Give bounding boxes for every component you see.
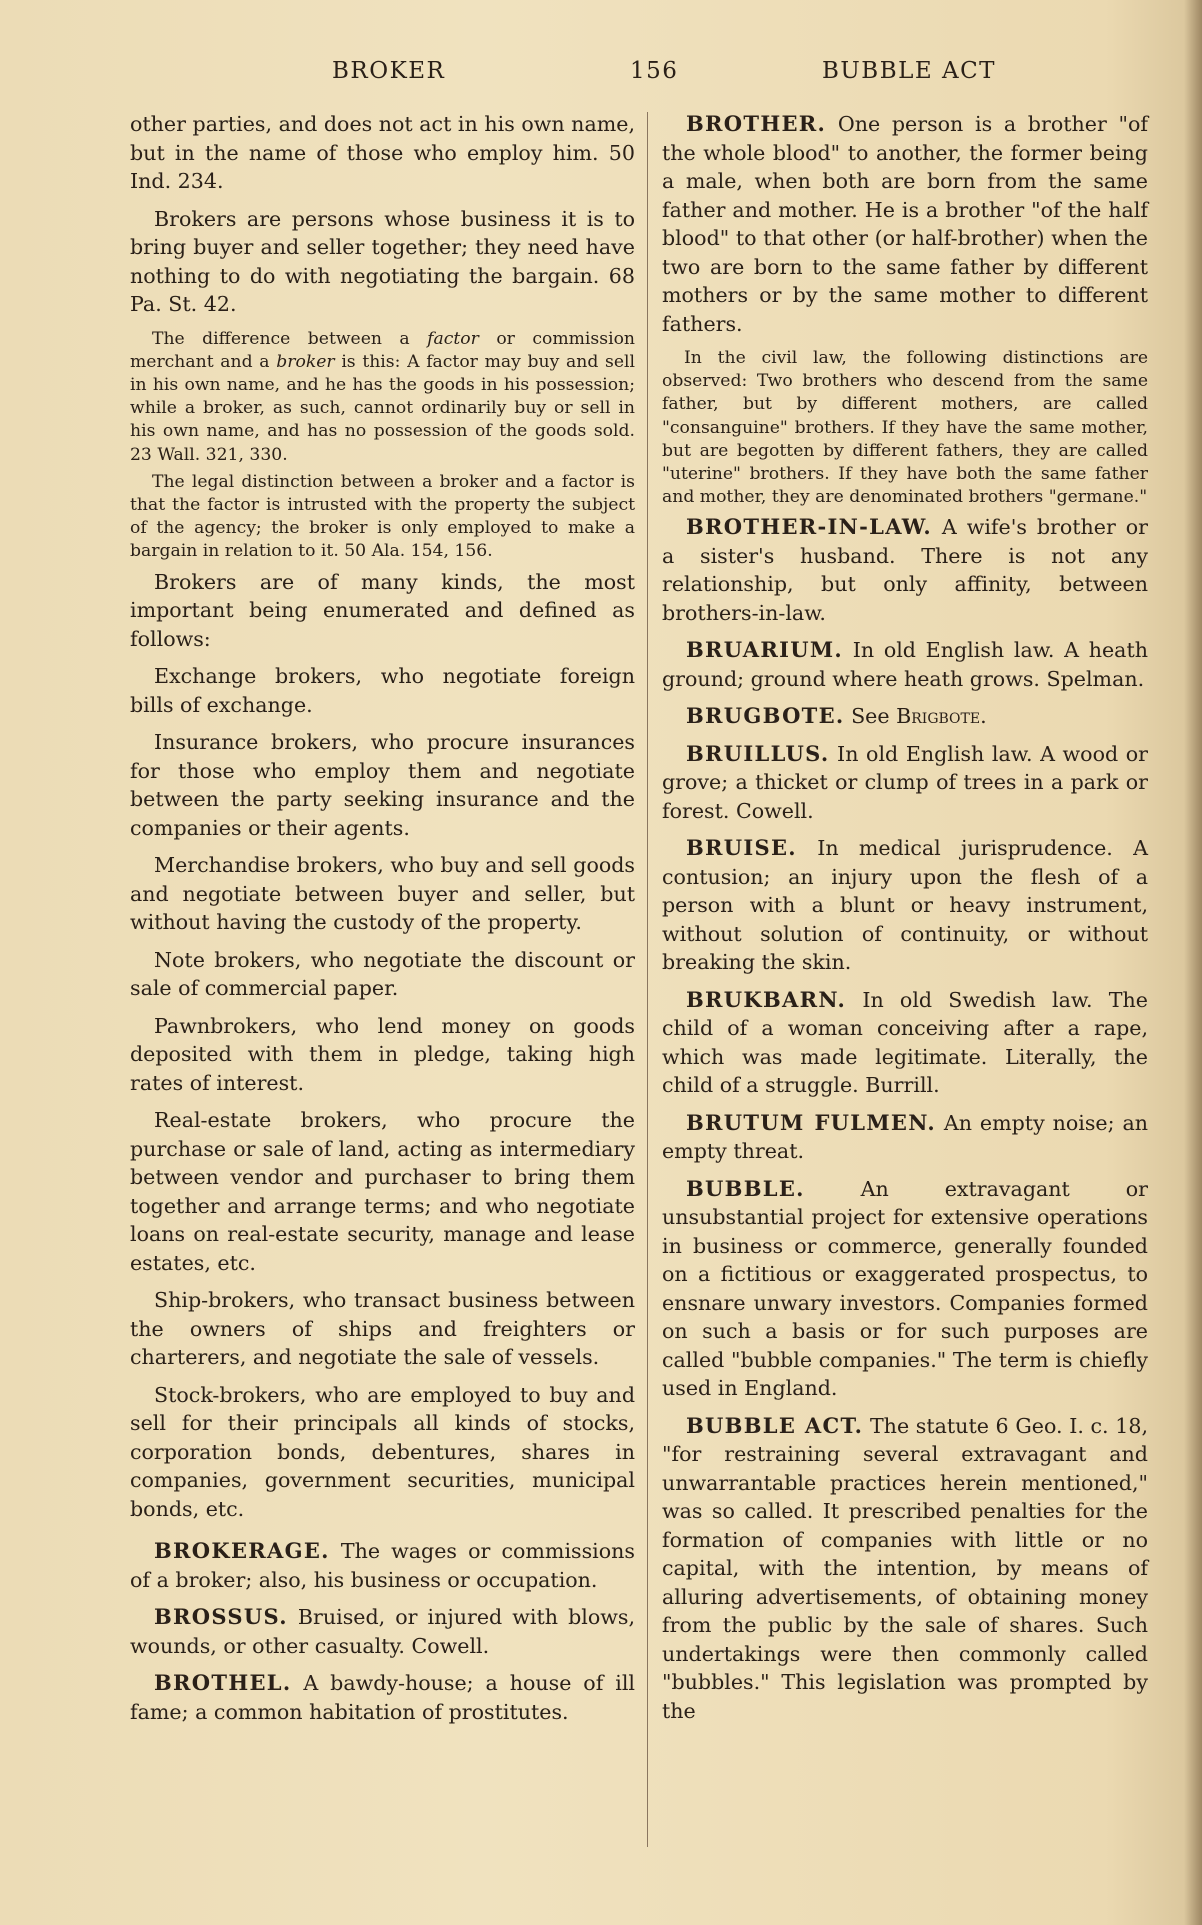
broker-kind-paragraph: Ship-brokers, who transact business between the owners of ships and freighters or charterers, and negotiate the sale of vessels. (130, 1288, 635, 1370)
page-number: 156 (630, 58, 679, 84)
broker-kind-paragraph: Note brokers, who negotiate the discount or sale of commercial paper. (130, 947, 635, 1001)
right-column (662, 110, 1148, 1734)
dictionary-entry (662, 834, 1148, 977)
dictionary-entry (662, 1109, 1148, 1166)
left-column (130, 110, 635, 1735)
broker-kind-paragraph: Exchange brokers, who negotiate foreign bills of exchange. (130, 664, 635, 717)
entry-definition: The statute 6 Geo. I. c. 18, "for restraining several extravagant and unwarrantable practices herein mentioned," was so called. It prescribed penalties for the formation of companies with little or no capital, with the intention, by means of alluring advertisements, of obtaining money from the public by the sale of shares. Such undertakings were then commonly called "bubbles." This legislation was prompted by the (662, 1413, 1149, 1723)
dictionary-entry (130, 1603, 635, 1660)
continued-paragraph: other parties, and does not act in his own name, but in the name of those who employ him. 50 Ind. 234. (130, 112, 635, 193)
entry-headword: BROKERAGE. (154, 1538, 330, 1564)
entry-headword: BROTHER. (686, 111, 827, 136)
broker-kind-paragraph: Stock-brokers, who are employed to buy and sell for their principals all kinds of stocks, corporation bonds, debentures, shares in companies, government securities, municipal bonds, etc. (130, 1382, 635, 1521)
dictionary-entry (662, 1175, 1148, 1403)
entry-headword: BUBBLE. (686, 1175, 805, 1201)
entry-headword: BRUGBOTE. (686, 703, 845, 729)
page-edge-shadow (1184, 0, 1202, 1925)
entry-headword: BROTHEL. (154, 1670, 292, 1696)
definition-paragraph: Brokers are of many kinds, the most important being enumerated and defined as follows: (130, 569, 635, 651)
entry-headword: BRUTUM FULMEN. (686, 1109, 936, 1135)
entry-definition: In old English law. A heath ground; ground where heath grows. Spelman. (662, 638, 1148, 691)
entry-definition: Bruised, or injured with blows, wounds, or other casualty. Cowell. (130, 1605, 635, 1658)
dictionary-entry (662, 110, 1148, 338)
entry-definition: An extravagant or unsubstantial project for extensive operations in business or commerce, generally founded on a fictitious or exaggerated prospectus, to ensnare unwary investors. Companies formed on such a basis or for such purposes are called "bubble companies." The term is chiefly used in England. (662, 1176, 1148, 1401)
entry-headword: BROSSUS. (154, 1604, 288, 1630)
dictionary-entry (662, 513, 1148, 627)
note-paragraph: The difference between a factor or commission merchant and a broker is this: A factor may buy and sell in his own name, and he has the goods in his possession; while a broker, as such, cannot ordinarily buy or sell in his own name, and has no possession of the goods sold. 23 Wall. 321, 330. (130, 328, 635, 465)
entry-headword: BROTHER-IN-LAW. (686, 514, 933, 540)
entry-headword: BRUILLUS. (686, 740, 830, 766)
see-label: See (851, 704, 890, 729)
entry-definition: In old Swedish law. The child of a woman conceiving after a rape, which was made legitimate. Literally, the child of a struggle. Burrill. (662, 987, 1148, 1098)
entry-headword: BRUKBARN. (686, 986, 847, 1012)
broker-kind-paragraph: Insurance brokers, who procure insurances for those who employ them and negotiate between the party seeking insurance and the companies or their agents. (130, 730, 635, 840)
entry-definition: An empty noise; an empty threat. (662, 1110, 1148, 1164)
entry-definition: A bawdy-house; a house of ill fame; a common habitation of prostitutes. (130, 1671, 635, 1724)
note-paragraph: The legal distinction between a broker and a factor is that the factor is intrusted with the property the subject of the agency; the broker is only employed to make a bargain in relation to it. 50 Ala. 154, 156. (130, 471, 635, 562)
entry-definition: In old English law. A wood or grove; a thicket or clump of trees in a park or forest. Cowell. (662, 741, 1148, 823)
entry-definition: One person is a brother "of the whole blood" to another, the former being a male, when both are born from the same father and mother. He is a brother "of the half blood" to that other (or half-brother) when the two are born to the same father by different mothers or by the same mother to different fathers. (662, 112, 1148, 336)
note-paragraph: In the civil law, the following distinctions are observed: Two brothers who descend from the same father, but by different mothers, are called "consanguine" brothers. If they have the same mother, but are begotten by different fathers, they are called "uterine" brothers. If they have both the same father and mother, they are denominated brothers "germane." (662, 348, 1148, 508)
italic-term: factor (427, 328, 479, 349)
definition-paragraph: Brokers are persons whose business it is to bring buyer and seller together; they need have nothing to do with negotiating the bargain. 68 Pa. St. 42. (130, 206, 635, 316)
cross-reference-entry (662, 702, 1148, 731)
cross-reference-target: Brigbote. (896, 704, 987, 729)
entry-definition: In medical jurisprudence. A contusion; an injury upon the flesh of a person with a blunt or heavy instrument, without solution of continuity, or without breaking the skin. (662, 836, 1148, 975)
broker-kind-paragraph: Real-estate brokers, who procure the purchase or sale of land, acting as intermediary between vendor and purchaser to bring them together and arrange terms; and who negotiate loans on real-estate security, manage and lease estates, etc. (130, 1108, 635, 1275)
dictionary-entry (662, 1412, 1148, 1726)
running-header (130, 58, 1000, 92)
italic-term: broker (276, 351, 335, 372)
entry-headword: BRUISE. (686, 835, 797, 861)
dictionary-entry (662, 986, 1148, 1100)
dictionary-entry (662, 740, 1148, 826)
entry-headword: BUBBLE ACT. (686, 1412, 864, 1438)
column-divider (647, 112, 648, 1847)
entry-definition: A wife's brother or a sister's husband. There is not any relationship, but only affinity, between brothers-in-law. (662, 515, 1148, 625)
dictionary-entry (130, 1537, 635, 1594)
broker-kind-paragraph: Merchandise brokers, who buy and sell goods and negotiate between buyer and seller, but without having the custody of the property. (130, 853, 635, 935)
entry-headword: BRUARIUM. (686, 637, 844, 663)
entry-definition: The wages or commissions of a broker; also, his business or occupation. (130, 1539, 635, 1592)
dictionary-entry (130, 1669, 635, 1726)
header-left-guideword: BROKER (332, 58, 446, 84)
header-right-guideword: BUBBLE ACT (822, 58, 997, 84)
dictionary-entry (662, 636, 1148, 693)
broker-kind-paragraph: Pawnbrokers, who lend money on goods deposited with them in pledge, taking high rates of interest. (130, 1013, 635, 1095)
